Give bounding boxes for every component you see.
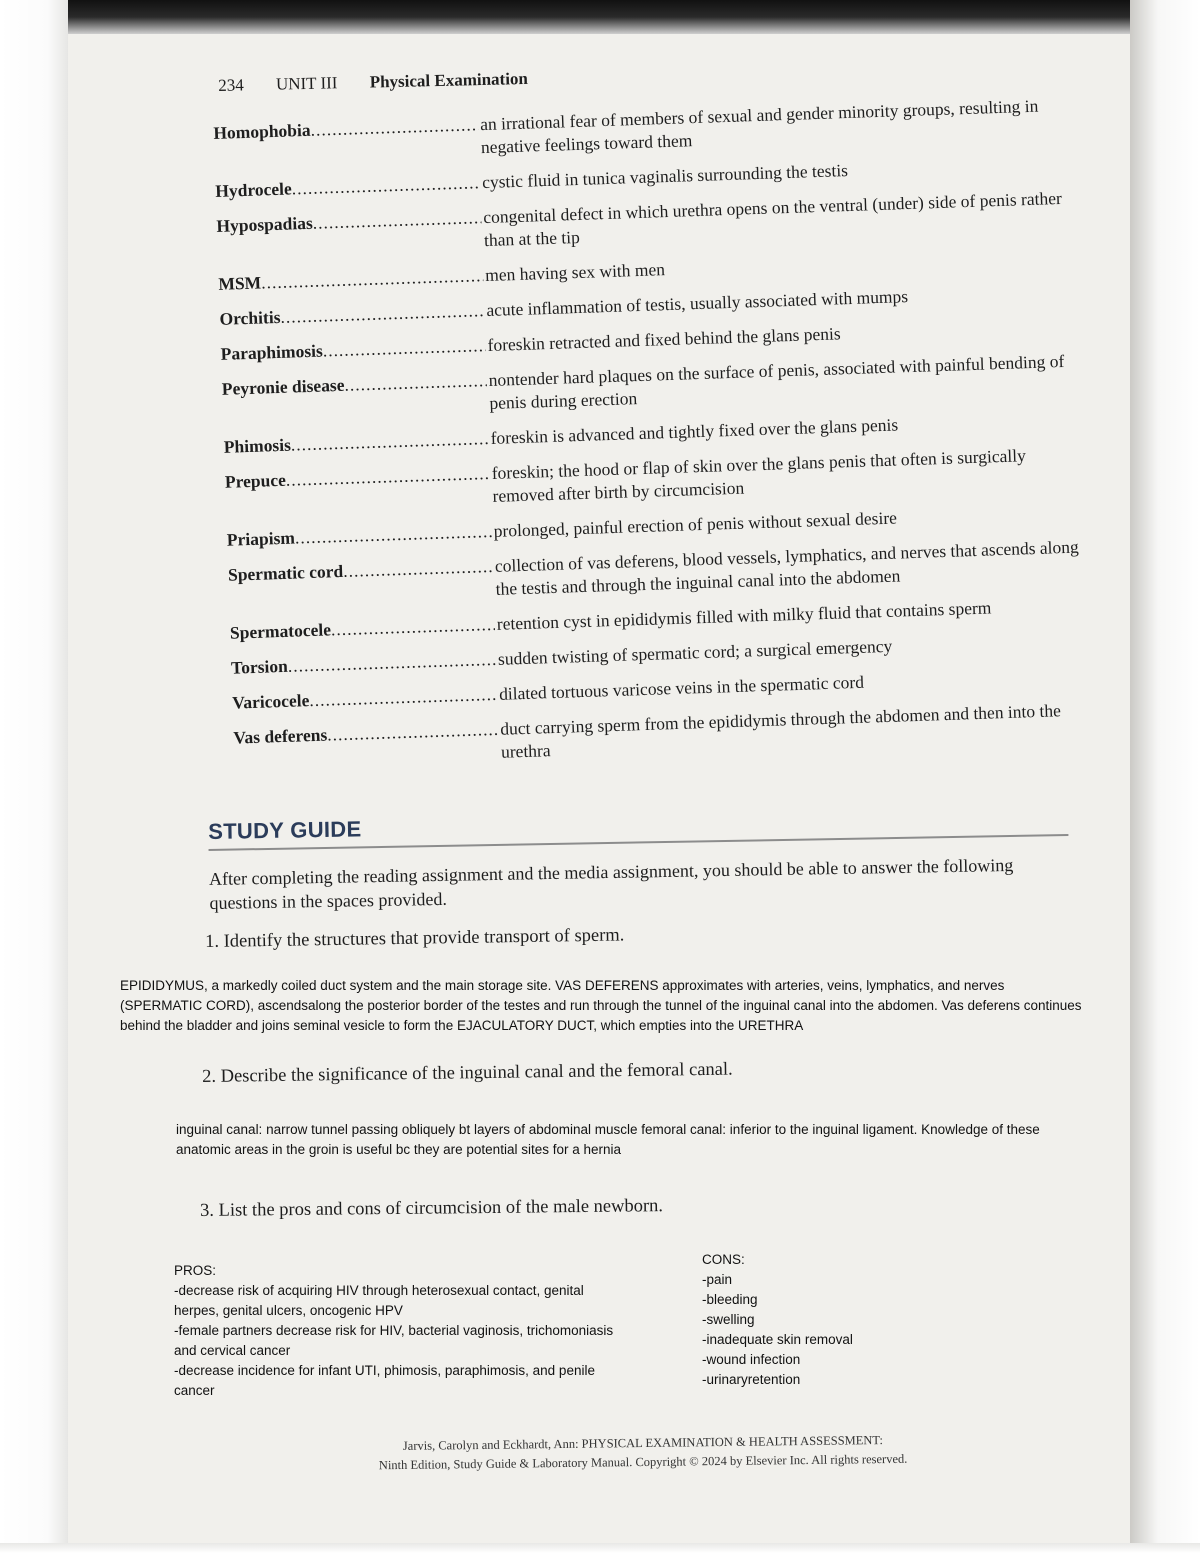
glossary-definition: foreskin retracted and fixed behind the glans penis	[487, 323, 841, 356]
glossary-term: Homophobia	[213, 119, 311, 143]
glossary-definition: nontender hard plaques on the surface of penis, associated with painful bending of penis during erection	[488, 350, 1065, 413]
scan-margin-bottom	[0, 1543, 1200, 1553]
cons-heading: CONS:	[702, 1252, 745, 1267]
scan-margin-left	[0, 0, 68, 1553]
copyright-footer	[363, 1431, 923, 1476]
cons-item: -swelling	[702, 1312, 755, 1327]
footer-line-1: Jarvis, Carolyn and Eckhardt, Ann: PHYSICAL EXAMINATION & HEALTH ASSESSMENT:	[402, 1433, 883, 1453]
answer-3-pros	[174, 1261, 624, 1401]
glossary-definition: cystic fluid in tunica vaginalis surrounding the testis	[481, 159, 849, 193]
glossary-term: Vas deferens	[233, 724, 328, 748]
cons-item: -bleeding	[702, 1292, 758, 1307]
answer-1-text: EPIDIDYMUS, a markedly coiled duct system and the main storage site. VAS DEFERENS approximates with arteries, veins, lymphatics, and nerves (SPERMATIC CORD), ascendsalong the posterior border of the testes and run through the tunnel of the inguinal canal into the abdomen. Vas deferens continues behind the bladder and joins seminal vesicle to form the EJACULATORY DUCT, which empties into the URETHRA	[120, 978, 1082, 1033]
glossary-term: Spermatocele	[229, 619, 332, 643]
glossary-term: Orchitis	[219, 306, 281, 329]
question-2-prompt: 2. Describe the significance of the inguinal canal and the femoral canal.	[202, 1059, 733, 1087]
pros-item: -decrease risk of acquiring HIV through heterosexual contact, genital herpes, genital ulcers, oncogenic HPV	[174, 1283, 584, 1318]
glossary-term: Hypospadias	[216, 212, 314, 236]
footer-line-2: Ninth Edition, Study Guide & Laboratory Manual. Copyright © 2024 by Elsevier Inc. All rights reserved.	[378, 1451, 908, 1473]
glossary-list	[213, 93, 1095, 784]
glossary-term: Peyronie disease	[221, 374, 345, 399]
study-guide-section	[208, 804, 1070, 915]
glossary-definition: acute inflammation of testis, usually associated with mumps	[486, 286, 909, 321]
glossary-term: Prepuce	[224, 469, 287, 492]
answer-2	[176, 1120, 1076, 1160]
glossary-term: Priapism	[226, 527, 296, 550]
glossary-definition: retention cyst in epididymis filled with milky fluid that contains sperm	[496, 597, 992, 634]
page-number: 234	[218, 75, 244, 95]
answer-3-cons	[702, 1250, 962, 1390]
answer-1	[120, 976, 1090, 1036]
glossary-definition: prolonged, painful erection of penis without sexual desire	[493, 507, 898, 541]
glossary-term: Hydrocele	[214, 178, 293, 201]
glossary-definition: an irrational fear of members of sexual and gender minority groups, resulting in negative feelings toward them	[479, 95, 1039, 158]
cons-item: -urinaryretention	[702, 1372, 801, 1387]
cons-item: -inadequate skin removal	[702, 1332, 853, 1347]
pros-heading: PROS:	[174, 1263, 217, 1278]
pros-item: -decrease incidence for infant UTI, phimosis, paraphimosis, and penile cancer	[174, 1363, 595, 1398]
page-header	[218, 68, 556, 96]
answer-2-text: inguinal canal: narrow tunnel passing obliquely bt layers of abdominal muscle femoral canal: inferior to the inguinal ligament. Knowledge of these anatomic areas in the groin is useful bc they are potential sites for a hernia	[176, 1122, 1040, 1157]
section-title: Physical Examination	[369, 68, 529, 92]
question-1-prompt: 1. Identify the structures that provide transport of sperm.	[205, 925, 625, 952]
cons-item: -wound infection	[702, 1352, 801, 1367]
glossary-definition: men having sex with men	[484, 259, 666, 286]
glossary-definition: collection of vas deferens, blood vessels, lymphatics, and nerves that ascends along the testis and through the inguinal canal into the abdomen	[494, 536, 1080, 599]
glossary-definition: dilated tortuous varicose veins in the spermatic cord	[498, 671, 865, 704]
glossary-term: Torsion	[230, 655, 289, 678]
glossary-definition: foreskin; the hood or flap of skin over the glans penis that often is surgically removed after birth by circumcision	[491, 445, 1027, 506]
glossary-term: Paraphimosis	[220, 340, 324, 364]
scanned-page	[68, 34, 1130, 1543]
glossary-definition: duct carrying sperm from the epididymis through the abdomen and then into the urethra	[499, 700, 1062, 762]
scan-margin-right	[1130, 0, 1200, 1553]
unit-label: UNIT III	[275, 73, 338, 94]
study-guide-intro: After completing the reading assignment and the media assignment, you should be able to answer the following questions in the spaces provided.	[208, 854, 1014, 913]
glossary-term: MSM	[218, 272, 262, 294]
glossary-definition: foreskin is advanced and tightly fixed over the glans penis	[490, 414, 899, 448]
glossary-term: Spermatic cord	[227, 560, 344, 585]
scan-shadow-top	[0, 0, 1200, 34]
glossary-definition: congenital defect in which urethra opens on the ventral (under) side of penis rather than at the tip	[482, 187, 1063, 251]
pros-item: -female partners decrease risk for HIV, bacterial vaginosis, trichomoniasis and cervical cancer	[174, 1323, 614, 1358]
glossary-term: Varicocele	[231, 690, 310, 713]
glossary-term: Phimosis	[223, 434, 292, 457]
cons-item: -pain	[702, 1272, 733, 1287]
question-3-prompt: 3. List the pros and cons of circumcision of the male newborn.	[200, 1196, 664, 1221]
study-guide-title: STUDY GUIDE	[208, 816, 362, 844]
glossary-definition: sudden twisting of spermatic cord; a surgical emergency	[497, 635, 893, 669]
